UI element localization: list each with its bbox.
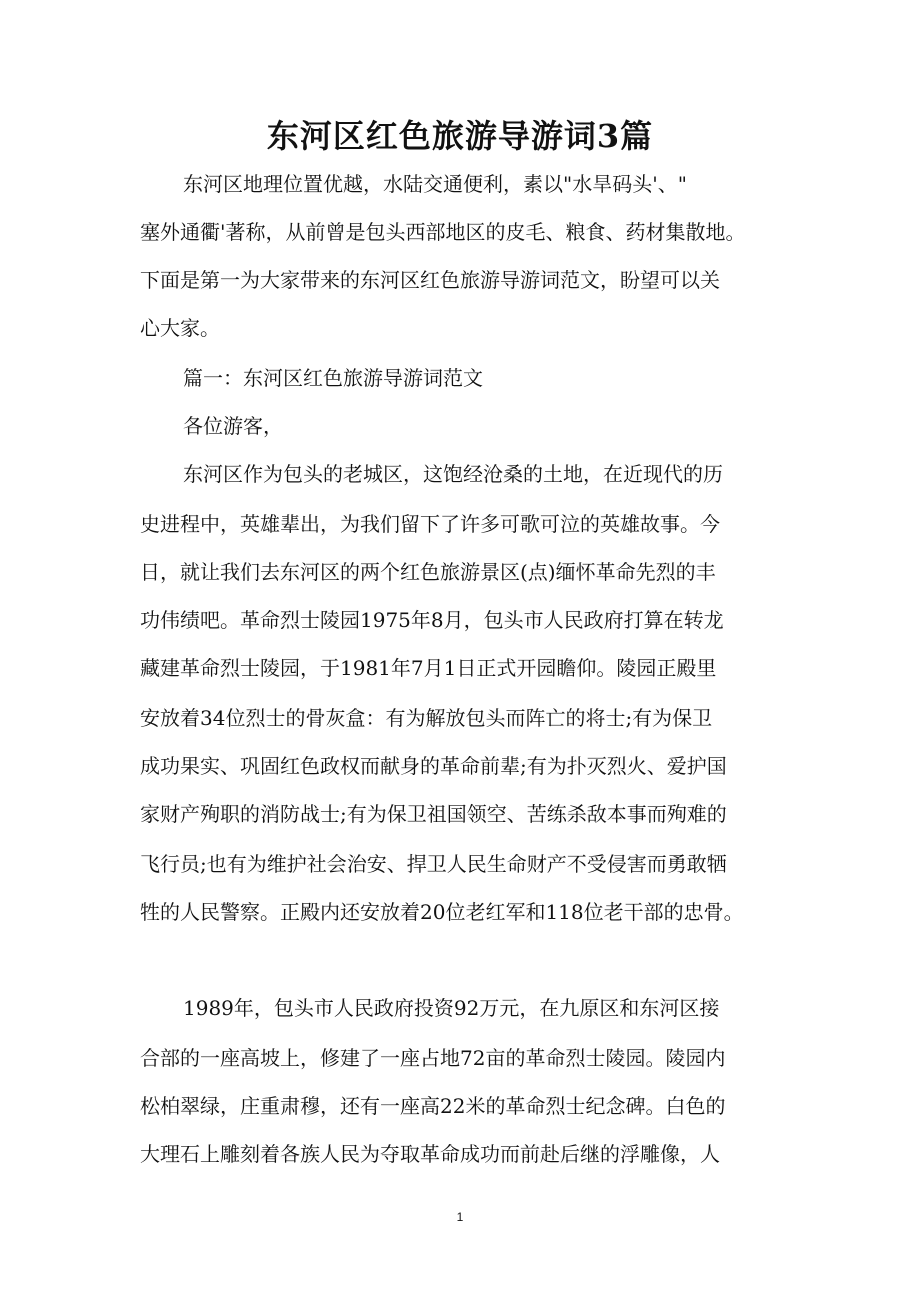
paragraph-line: 东河区作为包头的老城区，这饱经沧桑的土地，在近现代的历 <box>183 462 723 486</box>
paragraph-line: 塞外通衢'著称，从前曾是包头西部地区的皮毛、粮食、药材集散地。 <box>140 220 746 244</box>
paragraph-line: 大理石上雕刻着各族人民为夺取革命成功而前赴后继的浮雕像，人 <box>140 1142 720 1166</box>
paragraph-line: 牲的人民警察。正殿内还安放着20位老红军和118位老干部的忠骨。 <box>140 900 744 924</box>
paragraph-line: 心大家。 <box>140 316 220 340</box>
paragraph-line: 各位游客， <box>183 414 283 438</box>
document-title: 东河区红色旅游导游词3篇 <box>266 117 654 155</box>
paragraph-line: 下面是第一为大家带来的东河区红色旅游导游词范文，盼望可以关 <box>140 268 720 292</box>
paragraph-line: 家财产殉职的消防战士;有为保卫祖国领空、苦练杀敌本事而殉难的 <box>140 802 727 826</box>
paragraph-line: 藏建革命烈士陵园，于1981年7月1日正式开园瞻仰。陵园正殿里 <box>140 656 717 680</box>
page-number: 1 <box>456 1210 464 1224</box>
paragraph-line: 飞行员;也有为维护社会治安、捍卫人民生命财产不受侵害而勇敢牺 <box>140 852 727 876</box>
paragraph-line: 松柏翠绿，庄重肃穆，还有一座高22米的革命烈士纪念碑。白色的 <box>140 1094 726 1118</box>
paragraph-line: 成功果实、巩固红色政权而献身的革命前辈;有为扑灭烈火、爱护国 <box>140 754 727 778</box>
section-heading: 篇一：东河区红色旅游导游词范文 <box>183 366 483 390</box>
paragraph-line: 合部的一座高坡上，修建了一座占地72亩的革命烈士陵园。陵园内 <box>140 1046 726 1070</box>
paragraph-line: 东河区地理位置优越，水陆交通便利，素以"水旱码头'、" <box>183 172 687 196</box>
paragraph-line: 功伟绩吧。革命烈士陵园1975年8月，包头市人民政府打算在转龙 <box>140 608 724 632</box>
paragraph-line: 1989年，包头市人民政府投资92万元，在九原区和东河区接 <box>183 996 720 1020</box>
paragraph-line: 史进程中，英雄辈出，为我们留下了许多可歌可泣的英雄故事。今 <box>140 512 720 536</box>
paragraph-line: 日，就让我们去东河区的两个红色旅游景区(点)缅怀革命先烈的丰 <box>140 560 716 584</box>
paragraph-line: 安放着34位烈士的骨灰盒：有为解放包头而阵亡的将士;有为保卫 <box>140 706 713 730</box>
